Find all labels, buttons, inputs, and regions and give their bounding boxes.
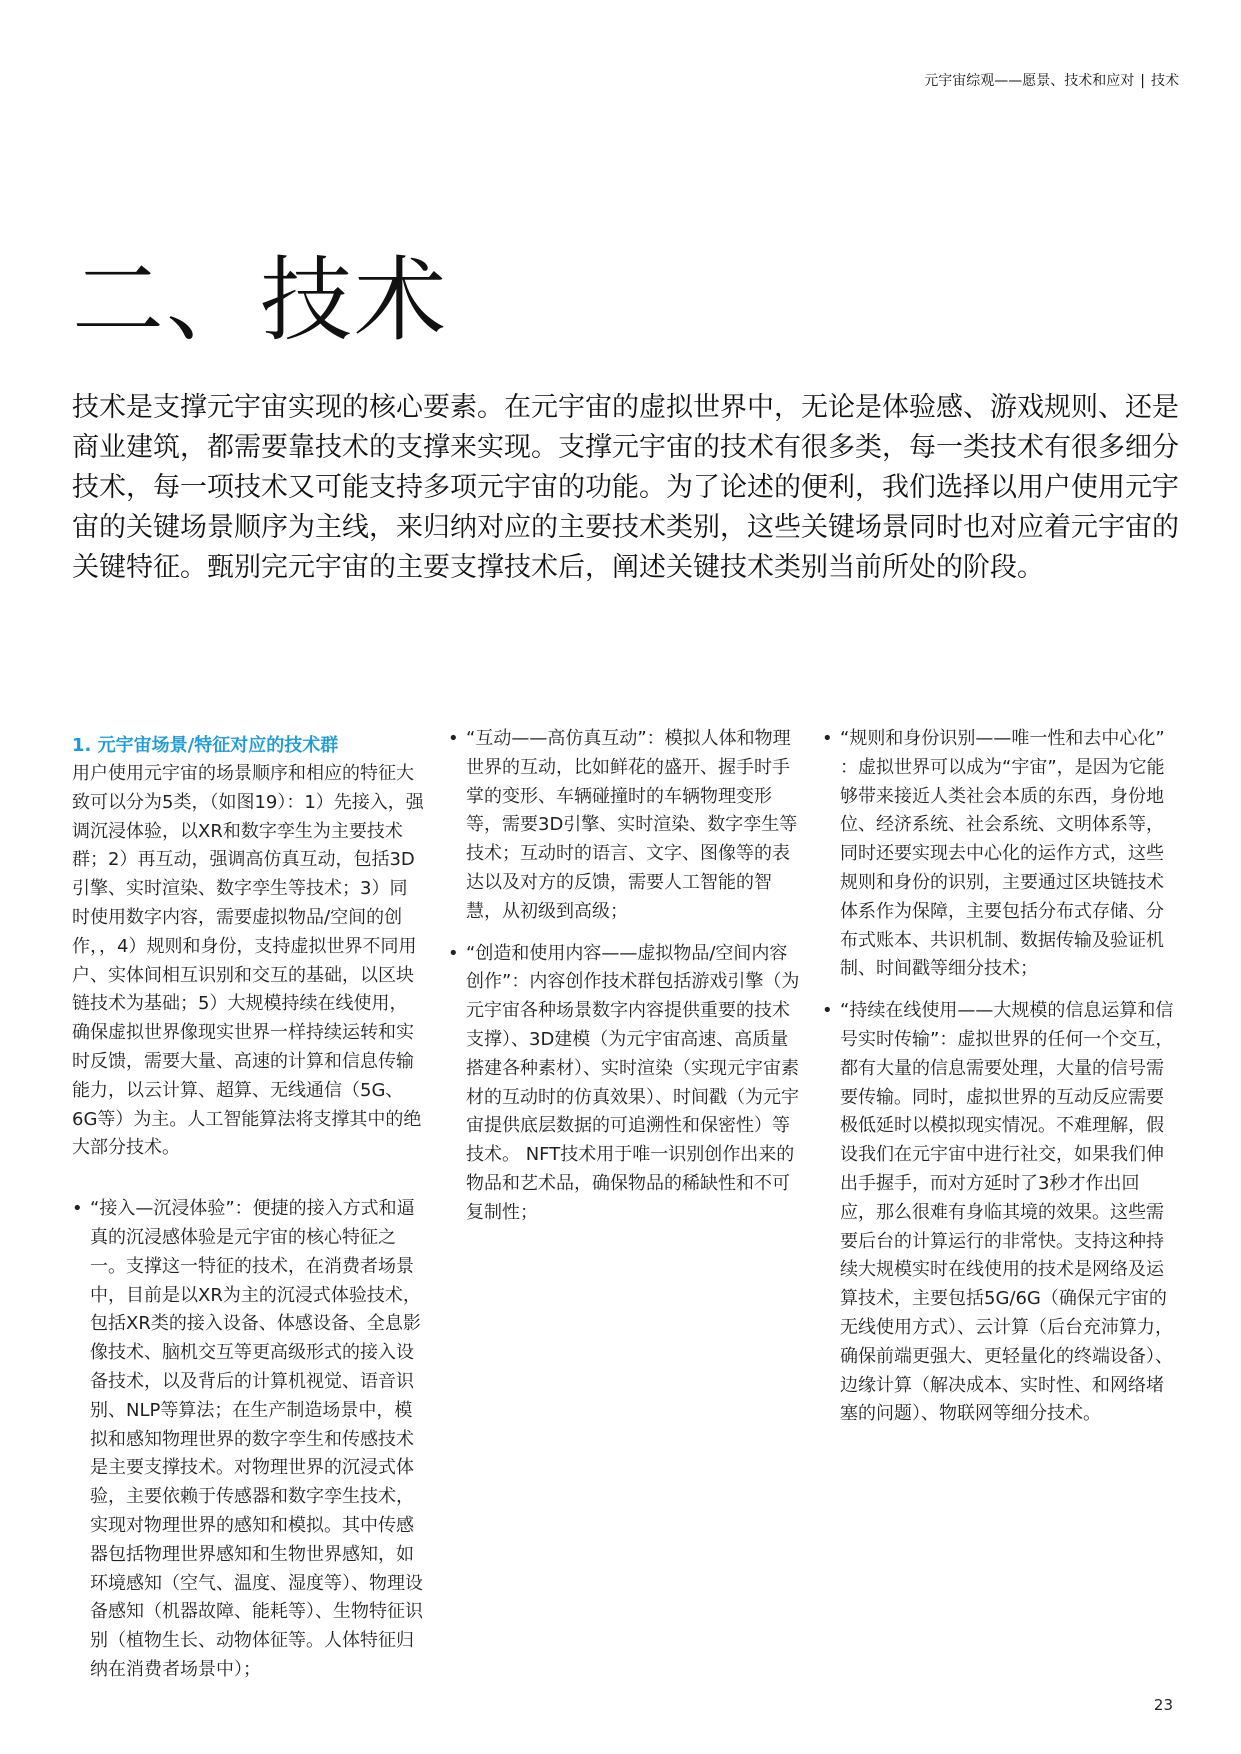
page-title: 二、技术 [72, 247, 449, 354]
column-1 [72, 732, 424, 1698]
column-3 [822, 725, 1174, 1442]
bullet-item-identity [822, 725, 1174, 984]
bullet-marker: • [448, 728, 459, 749]
bullet-list [72, 1195, 424, 1685]
bullet-marker: • [822, 1000, 833, 1022]
bullet-list [822, 725, 1174, 1429]
intro-paragraph: 技术是支撑元宇宙实现的核心要素。在元宇宙的虚拟世界中，无论是体验感、游戏规则、还是商业建筑，都需要靠技术的支撑来实现。支撑元宇宙的技术有很多类，每一类技术有很多细分技术，每一项技术又可能支持多项元宇宙的功能。为了论述的便利，我们选择以用户使用元宇宙的关键场景顺序为主线，来归纳对应的主要技术类别，这些关键场景同时也对应着元宇宙的关键特征。甄别完元宇宙的主要支撑技术后，阐述关键技术类别当前所处的阶段。 [72, 392, 1179, 583]
bullet-marker: • [822, 728, 833, 749]
bullet-text: “接入—沉浸体验”：便捷的接入方式和逼真的沉浸感体验是元宇宙的核心特征之一。支撑这一特征的技术，在消费者场景中，目前是以XR为主的沉浸式体验技术，包括XR类的接入设备、体感设备、全息影像技术、脑机交互等更高级形式的接入设备技术，以及背后的计算机视觉、语音识别、NLP等算法；在生产制造场景中，模拟和感知物理世界的数字孪生和传感技术是主要支撑技术。对物理世界的沉浸式体验，主要依赖于传感器和数字孪生技术，实现对物理世界的感知和模拟。其中传感器包括物理世界感知和生物世界感知，如环境感知（空气、温度、湿度等）、物理设备感知（机器故障、能耗等）、生物特征识别（植物生长、动物体征等。人体特征归纳在消费者场景中）； [90, 1198, 423, 1680]
bullet-item-online [822, 997, 1174, 1429]
bullet-list [448, 725, 800, 1228]
header-title: 元宇宙综观——愿景、技术和应对 [924, 73, 1135, 89]
section-heading: 1. 元宇宙场景/特征对应的技术群 [72, 735, 339, 756]
bullet-text: “互动——高仿真互动”：模拟人体和物理世界的互动，比如鲜花的盛开、握手时手掌的变形、车辆碰撞时的车辆物理变形等，需要3D引擎、实时渲染、数字孪生等技术；互动时的语言、文字、图像等的表达以及对方的反馈，需要人工智能的智慧，从初级到高级； [466, 728, 798, 922]
bullet-text: “创造和使用内容——虚拟物品/空间内容创作”：内容创作技术群包括游戏引擎（为元宇宙各种场景数字内容提供重要的技术支撑）、3D建模（为元宇宙高速、高质量搭建各种素材）、实时渲染（实现元宇宙素材的互动时的仿真效果）、时间戳（为元宇宙提供底层数据的可追溯性和保密性）等技术。 NFT技术用于唯一识别创作出来的物品和艺术品，确保物品的稀缺性和不可复制性； [466, 942, 800, 1223]
header-separator: | [1140, 73, 1145, 89]
bullet-text: “规则和身份识别——唯一性和去中心化” ：虚拟世界可以成为“宇宙”，是因为它能够带来接近人类社会本质的东西，身份地位、经济系统、社会系统、文明体系等，同时还要实现去中心化的运作方式，这些规则和身份的识别，主要通过区块链技术体系作为保障，主要包括分布式存储、分布式账本、共识机制、数据传输及验证机制、时间戳等细分技术； [840, 728, 1165, 980]
bullet-item-content [448, 940, 800, 1228]
bullet-item-interaction [448, 725, 800, 927]
bullet-marker: • [448, 942, 459, 964]
bullet-marker: • [72, 1198, 83, 1220]
bullet-text: “持续在线使用——大规模的信息运算和信号实时传输”：虚拟世界的任何一个交互，都有大量的信息需要处理，大量的信号需要传输。同时，虚拟世界的互动反应需要极低延时以模拟现实情况。不难理解，假设我们在元宇宙中进行社交，如果我们伸出手握手，而对方延时了3秒才作出回应，那么很难有身临其境的效果。这些需要后台的计算运行的非常快。支持这种持续大规模实时在线使用的技术是网络及运算技术，主要包括5G/6G（确保元宇宙的无线使用方式）、云计算（后台充沛算力，确保前端更强大、更轻量化的终端设备）、边缘计算（解决成本、实时性、和网络堵塞的问题）、物联网等细分技术。 [840, 1000, 1174, 1425]
bullet-item-immersion [72, 1195, 424, 1685]
running-header [924, 70, 1179, 90]
column-2 [448, 725, 800, 1241]
header-section: 技术 [1151, 73, 1179, 89]
section-paragraph: 用户使用元宇宙的场景顺序和相应的特征大致可以分为5类，（如图19）：1）先接入，强调沉浸体验，以XR和数字孪生为主要技术群；2）再互动，强调高仿真互动，包括3D引擎、实时渲染、数字孪生等技术；3）同时使用数字内容，需要虚拟物品/空间的创作，，4）规则和身份，支持虚拟世界不同用户、实体间相互识别和交互的基础，以区块链技术为基础；5）大规模持续在线使用，确保虚拟世界像现实世界一样持续运转和实时反馈，需要大量、高速的计算和信息传输能力，以云计算、超算、无线通信（5G、6G等）为主。人工智能算法将支撑其中的绝大部分技术。 [72, 763, 424, 1159]
page-number: 23 [1153, 1696, 1173, 1714]
